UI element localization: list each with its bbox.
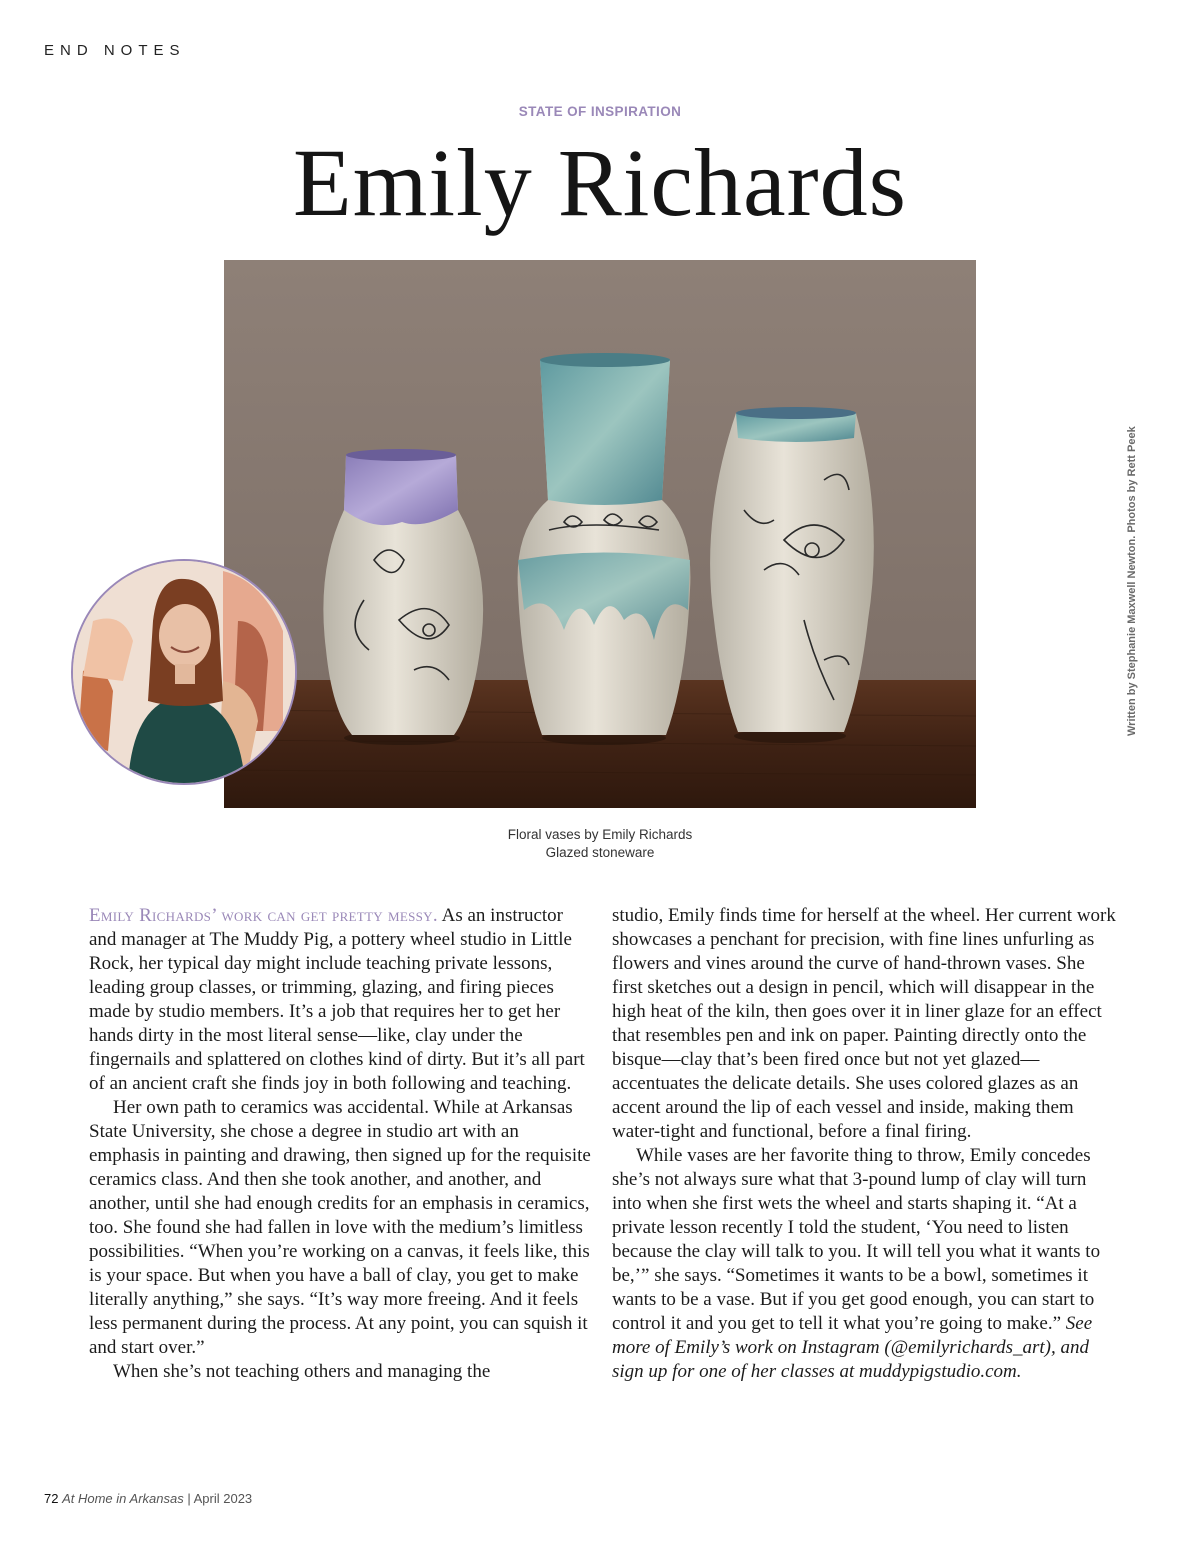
paragraph-4-italic: See more of Emily’s work on Instagram (@emilyrichards_art), and sign up for one of her classes at muddypigstudio.com. [612,1313,1093,1382]
article-column-left [89,904,594,1384]
paragraph-3-start: When she’s not teaching others and managing the [113,1361,491,1382]
photo-caption [300,826,900,862]
page-number: 72 [44,1491,59,1506]
page-title: Emily Richards [293,129,907,236]
magazine-name: At Home in Arkansas [62,1491,184,1506]
right-vase [710,407,874,743]
footer-separator: | [183,1491,194,1506]
vases-photo [224,260,976,808]
page-footer [44,1491,252,1506]
paragraph-2: Her own path to ceramics was accidental. While at Arkansas State University, she chose a degree in studio art with an emphasis in painting and drawing, then signed up for the requisite ceramics class. And then she took another, and another, and another, until she had enough credits for an emphasis in ceramics, too. She found she had fallen in love with the medium’s limitless possibilities. “When you’re working on a canvas, it feels like, this is your space. But when you have a ball of clay, you get to make literally anything,” she says. “It’s way more freeing. And it feels less permanent during the process. At any point, you can squish it and start over.” [89,1097,591,1358]
caption-line-2: Glazed stoneware [545,845,655,860]
caption-line-1: Floral vases by Emily Richards [507,827,693,842]
paragraph-1 [89,904,594,1096]
paragraph-4 [612,1144,1117,1384]
middle-vase [518,353,691,745]
section-label: END NOTES [44,42,186,59]
paragraph-4-text: While vases are her favorite thing to throw, Emily concedes she’s not always sure what that 3-pound lump of clay will turn into when she first wets the wheel and starts shaping it. “At a private lesson recently I told the student, ‘You need to listen because the clay will talk to you. It will tell you what it wants to be,’” she says. “Sometimes it wants to be a bowl, sometimes it wants to be a vase. But if you get good enough, you can start to control it and you get to tell it what you’re going to make.” [612,1145,1101,1334]
kicker: STATE OF INSPIRATION [518,104,682,119]
paragraph-3-continued: studio, Emily finds time for herself at the wheel. Her current work showcases a penchant for precision, with fine lines unfurling as flowers and vines around the curve of hand-thrown vases. She first sketches out a design in pencil, which will disappear in the high heat of the kiln, then goes over it in liner glaze for an effect that resembles pen and ink on paper. Painting directly onto the bisque—clay that’s been fired once but not yet glazed—accentuates the delicate details. She uses colored glazes as an accent around the lip of each vessel and inside, making them water-tight and functional, before a final firing. [612,905,1116,1142]
paragraph-1-text: As an instructor and manager at The Muddy Pig, a pottery wheel studio in Little Rock, her typical day might include teaching private lessons, leading group classes, or trimming, glazing, and firing pieces made by studio members. It’s a job that requires her to get her hands dirty in the most literal sense—like, clay under the fingernails and splattered on clothes kind of dirty. But it’s all part of an ancient craft she finds joy in both following and teaching. [89,905,585,1094]
article-column-right [612,904,1117,1384]
lede: Emily Richards’ work can get pretty messy. [89,905,438,926]
portrait-photo [71,559,297,785]
photo-credit: Written by Stephanie Maxwell Newton. Photos by Rett Peek [1126,426,1138,736]
issue-date: April 2023 [193,1491,253,1506]
